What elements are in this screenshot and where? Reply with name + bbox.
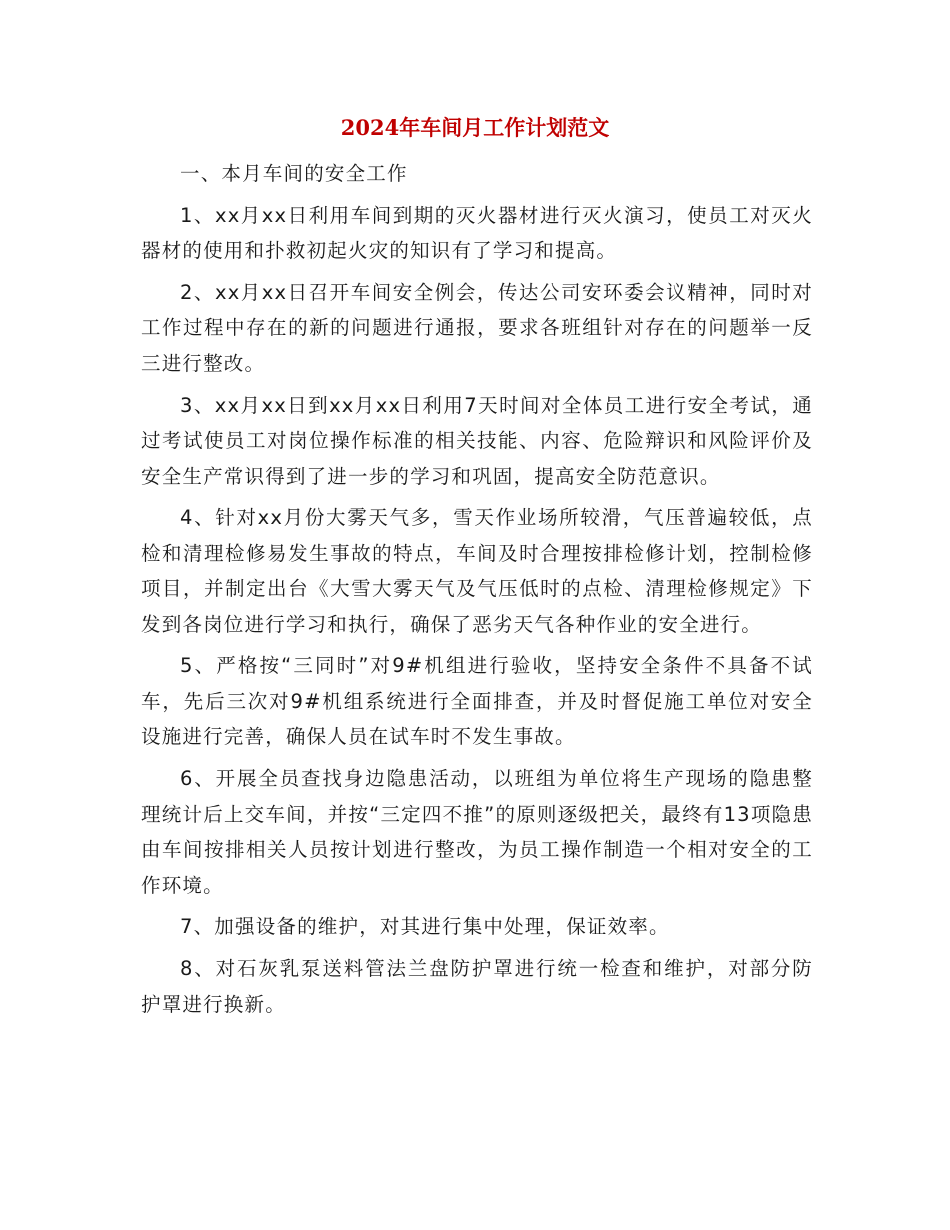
paragraph-item-8: 8、对石灰乳泵送料管法兰盘防护罩进行统一检查和维护，对部分防护罩进行换新。 [141, 957, 813, 1016]
document-body [141, 156, 813, 1028]
paragraph-item-7: 7、加强设备的维护，对其进行集中处理，保证效率。 [180, 915, 670, 939]
page-title: 2024年车间月工作计划范文 [340, 115, 610, 140]
paragraph-item-6: 6、开展全员查找身边隐患活动，以班组为单位将生产现场的隐患整理统计后上交车间，并按“三定四不推”的原则逐级把关，最终有13项隐患由车间按排相关人员按计划进行整改，为员工操作制造一个相对安全的工作环境。 [141, 767, 813, 897]
paragraph-item-2: 2、xx月xx日召开车间安全例会，传达公司安环委会议精神，同时对工作过程中存在的新的问题进行通报，要求各班组针对存在的问题举一反三进行整改。 [141, 280, 813, 375]
paragraph-item-4: 4、针对xx月份大雾天气多，雪天作业场所较滑，气压普遍较低，点检和清理检修易发生事故的特点，车间及时合理按排检修计划，控制检修项目，并制定出台《大雪大雾天气及气压低时的点检、清理检修规定》下发到各岗位进行学习和执行，确保了恶劣天气各种作业的安全进行。 [141, 506, 813, 636]
paragraph-item-1: 1、xx月xx日利用车间到期的灭火器材进行灭火演习，使员工对灭火器材的使用和扑救初起火灾的知识有了学习和提高。 [141, 203, 813, 263]
paragraph-item-3: 3、xx月xx日到xx月xx日利用7天时间对全体员工进行安全考试，通过考试使员工对岗位操作标准的相关技能、内容、危险辩识和风险评价及安全生产常识得到了进一步的学习和巩固，提高安全防范意识。 [141, 393, 813, 488]
paragraph-item-5: 5、严格按“三同时”对9#机组进行验收，坚持安全条件不具备不试车，先后三次对9#机组系统进行全面排查，并及时督促施工单位对安全设施进行完善，确保人员在试车时不发生事故。 [141, 654, 813, 749]
section-heading-safety: 一、本月车间的安全工作 [180, 162, 408, 185]
